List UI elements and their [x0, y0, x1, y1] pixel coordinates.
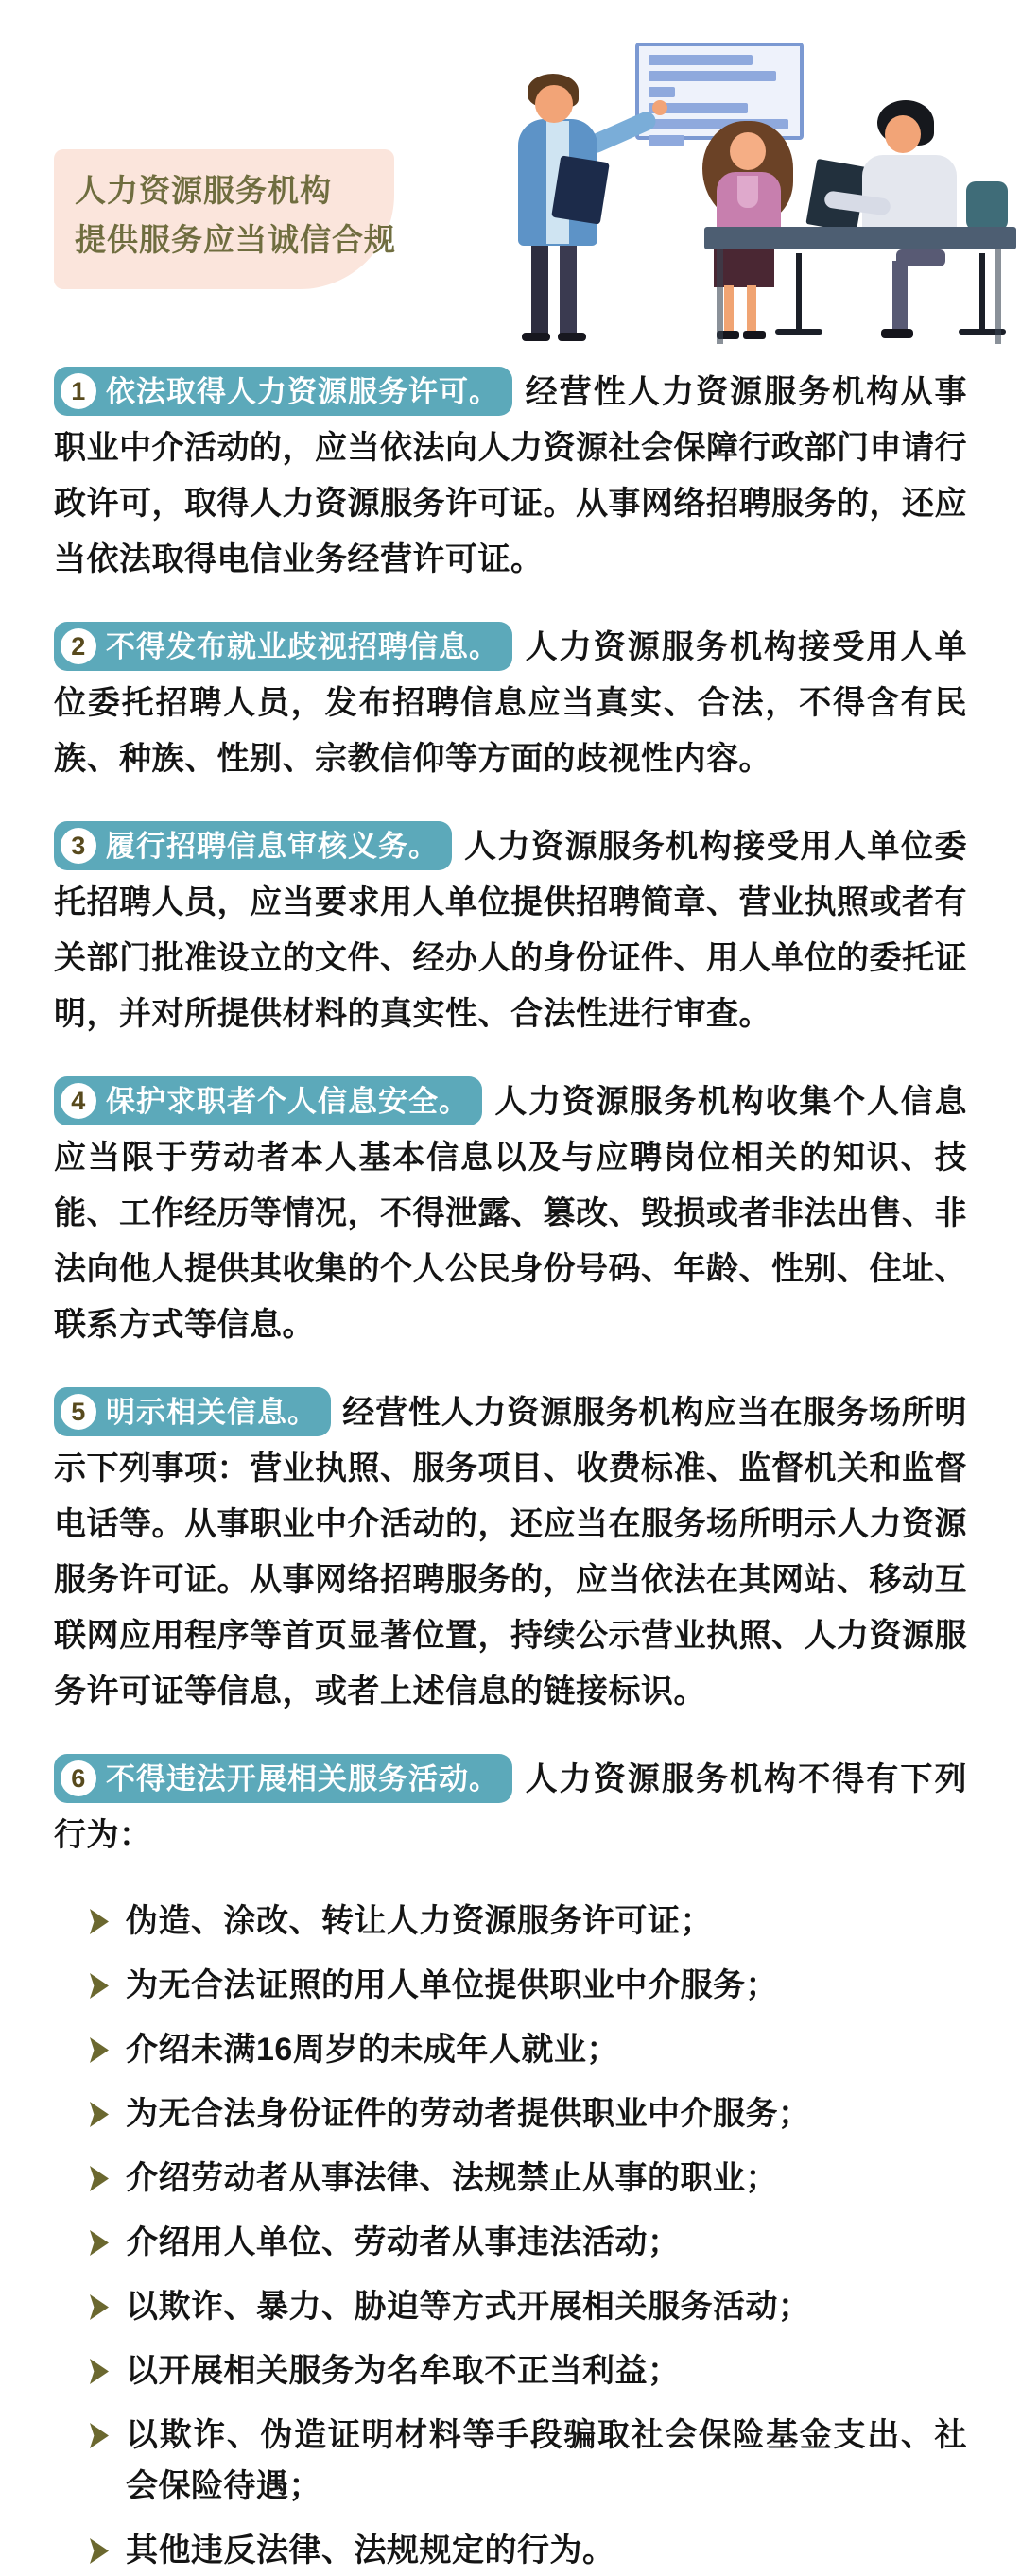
- rule-number-icon: [61, 828, 96, 864]
- seated-woman-face: [730, 132, 766, 170]
- arrow-bullet-icon: [90, 1973, 109, 1999]
- seated-woman-leg: [747, 285, 756, 333]
- rule-title: 不得发布就业歧视招聘信息。: [106, 629, 499, 663]
- arrow-bullet-icon: [90, 2230, 109, 2256]
- seated-man-leg: [892, 261, 908, 333]
- board-line: [649, 71, 776, 81]
- rule-heading-badge: [54, 1754, 512, 1803]
- prohibited-behaviors-list: [54, 1896, 967, 2576]
- rule-number-icon: [61, 628, 96, 664]
- stool-leg: [796, 253, 802, 333]
- rule-number: 6: [71, 1763, 86, 1793]
- standing-man-hand: [652, 100, 667, 115]
- seated-man-shoe: [881, 329, 913, 338]
- rule-heading-badge: [54, 1387, 331, 1436]
- list-item: [90, 2217, 967, 2268]
- rule-section-3: [54, 819, 967, 1042]
- rule-paragraph: [54, 365, 967, 588]
- stool-leg: [979, 253, 985, 333]
- arrow-bullet-icon: [90, 2538, 109, 2564]
- standing-man-leg: [560, 246, 577, 338]
- list-item-text: 伪造、涂改、转让人力资源服务许可证；: [126, 1903, 713, 1939]
- standing-man-leg: [531, 246, 548, 338]
- board-line: [649, 55, 753, 65]
- content: [0, 357, 1021, 2576]
- rule-number: 3: [71, 831, 86, 860]
- rule-paragraph: [54, 1385, 967, 1720]
- list-item: [90, 2345, 967, 2396]
- rule-section-2: [54, 620, 967, 787]
- rule-number: 2: [71, 631, 86, 661]
- seated-woman-leg: [724, 285, 734, 333]
- rule-section-5: [54, 1385, 967, 1720]
- list-item-text: 为无合法身份证件的劳动者提供职业中介服务；: [126, 2096, 811, 2132]
- page-title-line2: 提供服务应当诚信合规: [75, 222, 396, 257]
- presentation-board-illustration: [635, 43, 804, 140]
- arrow-bullet-icon: [90, 2359, 109, 2384]
- rule-number-icon: [61, 373, 96, 409]
- list-item-text: 其他违反法律、法规规定的行为。: [126, 2533, 615, 2568]
- rule-number-icon: [61, 1760, 96, 1796]
- seated-woman-scarf: [737, 176, 758, 208]
- arrow-bullet-icon: [90, 2166, 109, 2191]
- rule-title: 不得违法开展相关服务活动。: [106, 1761, 499, 1795]
- desk-leg: [995, 249, 1001, 344]
- desk-leg: [717, 249, 723, 344]
- rule-paragraph: [54, 620, 967, 787]
- rule-heading-badge: [54, 821, 452, 870]
- arrow-bullet-icon: [90, 1909, 109, 1934]
- page-title-line1: 人力资源服务机构: [75, 173, 332, 208]
- title-badge: [54, 149, 394, 289]
- rule-section-1: [54, 365, 967, 588]
- rule-body-text: 人力资源服务机构收集个人信息应当限于劳动者本人基本信息以及与应聘岗位相关的知识、技能、工作经历等情况，不得泄露、篡改、毁损或者非法出售、非法向他人提供其收集的个人公民身份号码、年龄、性别、住址、联系方式等信息。: [54, 1084, 967, 1343]
- seated-man-face: [885, 115, 921, 153]
- list-item: [90, 2281, 967, 2332]
- seated-man-body: [862, 155, 957, 229]
- rule-body-text: 经营性人力资源服务机构应当在服务场所明示下列事项：营业执照、服务项目、收费标准、监督机关和监督电话等。从事职业中介活动的，还应当在服务场所明示人力资源服务许可证。从事网络招聘服务的，应当依法在其网站、移动互联网应用程序等首页显著位置，持续公示营业执照、人力资源服务许可证等信息，或者上述信息的链接标识。: [54, 1395, 967, 1709]
- rule-number: 4: [71, 1086, 86, 1115]
- rule-paragraph: [54, 1074, 967, 1353]
- seated-man-leg: [896, 249, 945, 266]
- rule-title: 履行招聘信息审核义务。: [106, 829, 439, 863]
- rule-section-4: [54, 1074, 967, 1353]
- seated-man-chair: [966, 181, 1008, 231]
- seated-woman-shoe: [743, 331, 766, 339]
- rule-paragraph: [54, 1752, 967, 1863]
- page-header: [0, 0, 1021, 357]
- list-item-text: 介绍未满16周岁的未成年人就业；: [126, 2032, 619, 2068]
- rule-section-6: [54, 1752, 967, 1863]
- list-item-text: 以欺诈、暴力、胁迫等方式开展相关服务活动；: [126, 2289, 811, 2325]
- list-item: [90, 2088, 967, 2139]
- list-item: [90, 1896, 967, 1947]
- standing-man-shoe: [522, 333, 550, 341]
- list-item: [90, 1960, 967, 2011]
- list-item: [90, 2525, 967, 2576]
- rule-title: 明示相关信息。: [106, 1395, 318, 1429]
- rule-number-icon: [61, 1394, 96, 1430]
- list-item: [90, 2153, 967, 2204]
- rule-title: 依法取得人力资源服务许可。: [106, 374, 499, 408]
- standing-man-shoe: [558, 333, 586, 341]
- rule-heading-badge: [54, 622, 512, 671]
- standing-man-face: [535, 85, 573, 123]
- desk-illustration: [704, 227, 1016, 249]
- list-item-text: 以开展相关服务为名牟取不正当利益；: [126, 2353, 681, 2389]
- rule-body-text: 经营性人力资源服务机构从事职业中介活动的，应当依法向人力资源社会保障行政部门申请行政许可，取得人力资源服务许可证。从事网络招聘服务的，还应当依法取得电信业务经营许可证。: [54, 374, 967, 577]
- rule-title: 保护求职者个人信息安全。: [106, 1084, 469, 1118]
- rule-heading-badge: [54, 367, 512, 416]
- arrow-bullet-icon: [90, 2294, 109, 2320]
- list-item: [90, 2024, 967, 2075]
- list-item-text: 介绍劳动者从事法律、法规禁止从事的职业；: [126, 2160, 778, 2196]
- page-title: [75, 166, 396, 265]
- rule-body-text: 人力资源服务机构接受用人单位委托招聘人员，应当要求用人单位提供招聘简章、营业执照或者有关部门批准设立的文件、经办人的身份证件、用人单位的委托证明，并对所提供材料的真实性、合法性进行审查。: [54, 829, 967, 1032]
- rule-body-text: 人力资源服务机构不得有下列行为：: [54, 1761, 967, 1853]
- rule-number: 1: [71, 376, 86, 405]
- rule-number-icon: [61, 1083, 96, 1119]
- arrow-bullet-icon: [90, 2423, 109, 2448]
- board-line: [649, 135, 684, 146]
- board-line: [649, 87, 675, 97]
- rule-body-text: 人力资源服务机构接受用人单位委托招聘人员，发布招聘信息应当真实、合法，不得含有民族、种族、性别、宗教信仰等方面的歧视性内容。: [54, 629, 967, 777]
- list-item-text: 介绍用人单位、劳动者从事违法活动；: [126, 2224, 681, 2260]
- clipboard-illustration: [551, 155, 610, 224]
- stool-base: [775, 329, 822, 335]
- list-item-text: 以欺诈、伪造证明材料等手段骗取社会保险基金支出、社会保险待遇；: [126, 2417, 967, 2504]
- list-item: [90, 2410, 967, 2512]
- arrow-bullet-icon: [90, 2037, 109, 2063]
- rule-heading-badge: [54, 1076, 482, 1125]
- rule-paragraph: [54, 819, 967, 1042]
- arrow-bullet-icon: [90, 2102, 109, 2127]
- rule-number: 5: [71, 1397, 86, 1426]
- list-item-text: 为无合法证照的用人单位提供职业中介服务；: [126, 1967, 778, 2003]
